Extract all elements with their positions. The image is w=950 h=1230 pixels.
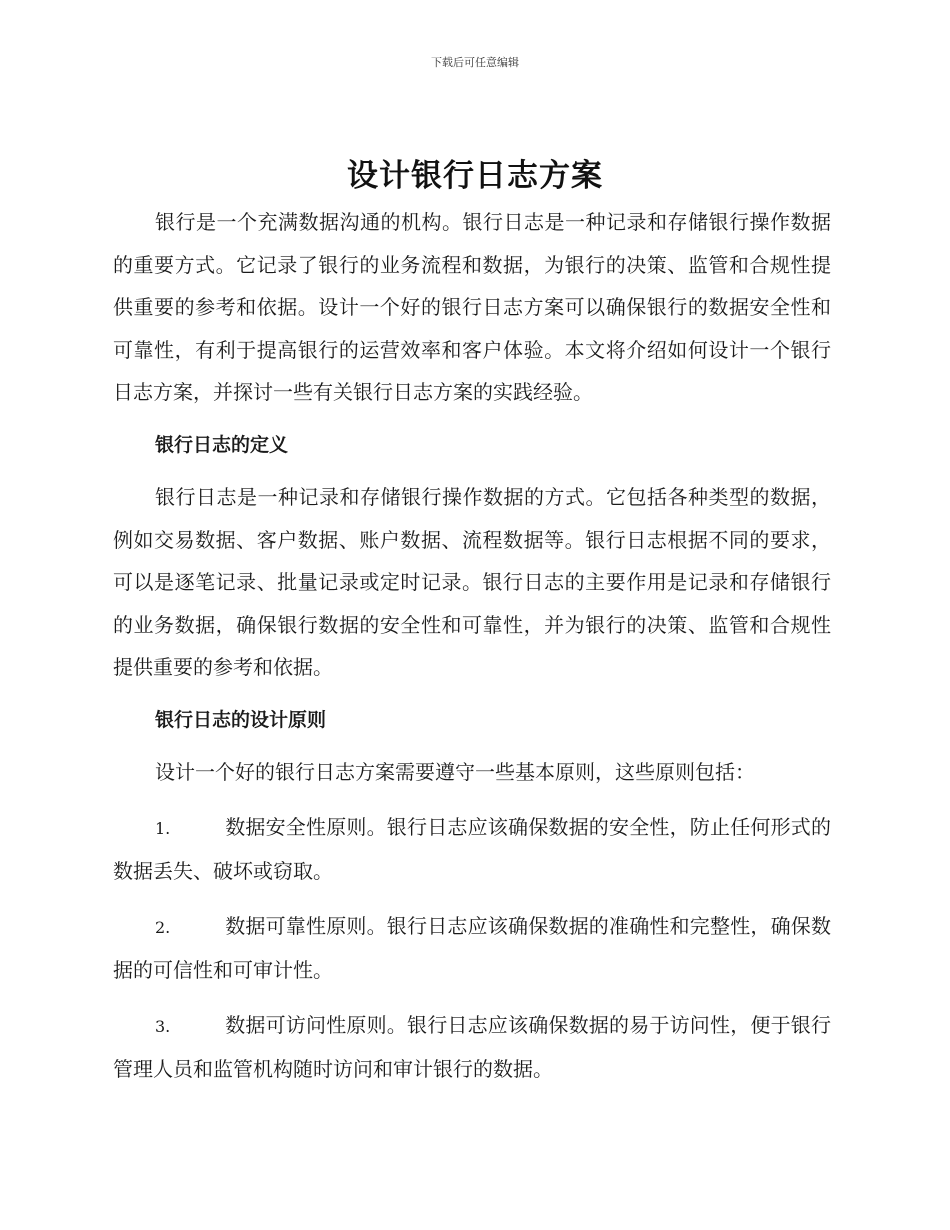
list-item (113, 806, 831, 893)
list-item (113, 905, 831, 992)
list-number: 3. (155, 1016, 171, 1036)
list-text: 数据可访问性原则。银行日志应该确保数据的易于访问性，便于银行管理人员和监管机构随时访问和审计银行的数据。 (113, 1012, 831, 1081)
document-body (113, 201, 831, 1091)
intro-paragraph: 银行是一个充满数据沟通的机构。银行日志是一种记录和存储银行操作数据的重要方式。它记录了银行的业务流程和数据，为银行的决策、监管和合规性提供重要的参考和依据。设计一个好的银行日志方案可以确保银行的数据安全性和可靠性，有利于提高银行的运营效率和客户体验。本文将介绍如何设计一个银行日志方案，并探讨一些有关银行日志方案的实践经验。 (113, 210, 831, 404)
list-text: 数据安全性原则。银行日志应该确保数据的安全性，防止任何形式的数据丢失、破坏或窃取。 (113, 814, 831, 883)
definition-paragraph: 银行日志是一种记录和存储银行操作数据的方式。它包括各种类型的数据，例如交易数据、客户数据、账户数据、流程数据等。银行日志根据不同的要求，可以是逐笔记录、批量记录或定时记录。银行日志的主要作用是记录和存储银行的业务数据，确保银行数据的安全性和可靠性，并为银行的决策、监管和合规性提供重要的参考和依据。 (113, 485, 831, 679)
header-note: 下载后可任意编辑 (431, 56, 519, 69)
list-item (113, 1004, 831, 1091)
section-heading-principles: 银行日志的设计原则 (155, 708, 327, 731)
principles-intro: 设计一个好的银行日志方案需要遵守一些基本原则，这些原则包括： (155, 760, 755, 784)
section-heading-definition: 银行日志的定义 (155, 433, 289, 456)
list-number: 1. (155, 818, 171, 838)
list-text: 数据可靠性原则。银行日志应该确保数据的准确性和完整性，确保数据的可信性和可审计性。 (113, 913, 831, 982)
document-title: 设计银行日志方案 (347, 158, 603, 194)
list-number: 2. (155, 917, 171, 937)
